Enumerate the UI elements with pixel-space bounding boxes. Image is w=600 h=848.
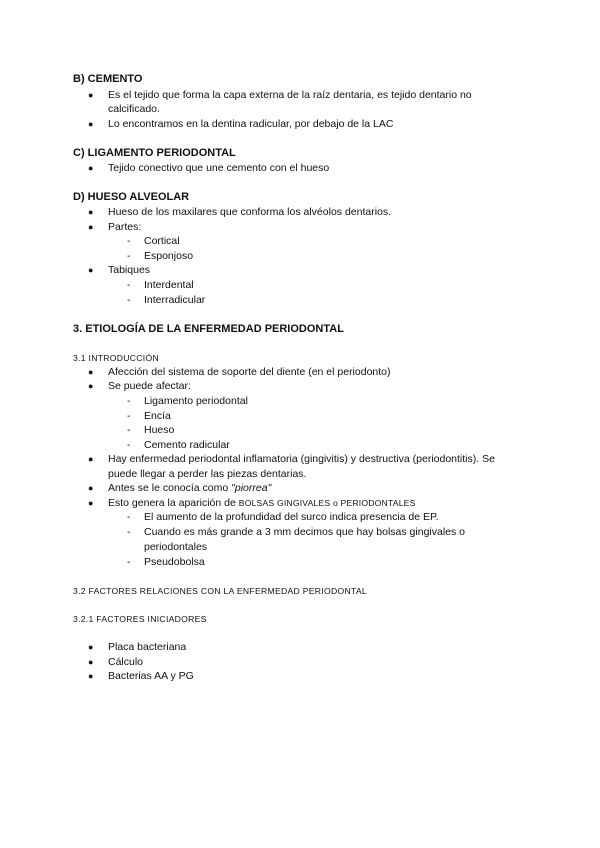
sub-list-item: - Cortical — [144, 234, 180, 248]
sub-list-item: - Cemento radicular — [144, 438, 230, 452]
list-item: ● Es el tejido que forma la capa externa de la raíz dentaria, es tejido dentario no — [108, 88, 472, 102]
list-item: ● Afección del sistema de soporte del diente (en el periodonto) — [108, 365, 391, 379]
sub-list-item: - El aumento de la profundidad del surco indica presencia de EP. — [144, 510, 439, 524]
section-heading-etiologia: 3. ETIOLOGÍA DE LA ENFERMEDAD PERIODONTAL — [73, 323, 344, 335]
emphasis-text: "piorrea" — [231, 482, 272, 494]
list-item: ● Hay enfermedad periodontal inflamatoria (gingivitis) y destructiva (periodontitis). Se — [108, 452, 495, 466]
sub-list-item: - Cuando es más grande a 3 mm decimos que hay bolsas gingivales o — [144, 525, 465, 539]
list-item: ● Hueso de los maxilares que conforma los alvéolos dentarios. — [108, 205, 391, 219]
section-heading-cemento: B) CEMENTO — [73, 73, 143, 85]
list-item-text: Esto genera la aparición de — [108, 497, 239, 509]
sub-list-item: - Encía — [144, 409, 171, 423]
list-item-text: Antes se le conocía como — [108, 482, 232, 494]
sub-list-item: - Interradicular — [144, 293, 205, 307]
subsection-heading-iniciadores: 3.2.1 FACTORES INICIADORES — [73, 614, 207, 624]
list-item: ● Cálculo — [108, 655, 143, 669]
small-caps-text: BOLSAS GINGIVALES o PERIODONTALES — [238, 498, 416, 508]
sub-list-item: - Ligamento periodontal — [144, 394, 248, 408]
list-item: ● Partes: — [108, 220, 141, 234]
list-item: ● Placa bacteriana — [108, 640, 186, 654]
sub-list-item: - Pseudobolsa — [144, 555, 205, 569]
list-item: ● Tabiques — [108, 263, 150, 277]
subsection-heading-introduccion: 3.1 INTRODUCCIÓN — [73, 353, 159, 363]
sub-list-item: - Esponjoso — [144, 249, 193, 263]
list-item-continuation: puede llegar a perder las piezas dentarias. — [108, 468, 307, 480]
sub-list-item-continuation: periodontales — [144, 541, 208, 553]
section-heading-ligamento: C) LIGAMENTO PERIODONTAL — [73, 147, 236, 159]
list-item: ● Bacterias AA y PG — [108, 669, 194, 683]
sub-list-item: - Hueso — [144, 423, 174, 437]
section-heading-hueso: D) HUESO ALVEOLAR — [73, 191, 190, 203]
list-item — [108, 481, 271, 495]
sub-list-item: - Interdental — [144, 278, 194, 292]
list-item: ● Lo encontramos en la dentina radicular, por debajo de la LAC — [108, 117, 393, 131]
list-item — [108, 496, 416, 510]
list-item: ● Se puede afectar: — [108, 379, 191, 393]
subsection-heading-factores: 3.2 FACTORES RELACIONES CON LA ENFERMEDAD PERIODONTAL — [73, 586, 367, 596]
list-item-continuation: calcificado. — [108, 103, 160, 115]
list-item: ● Tejido conectivo que une cemento con el hueso — [108, 161, 329, 175]
